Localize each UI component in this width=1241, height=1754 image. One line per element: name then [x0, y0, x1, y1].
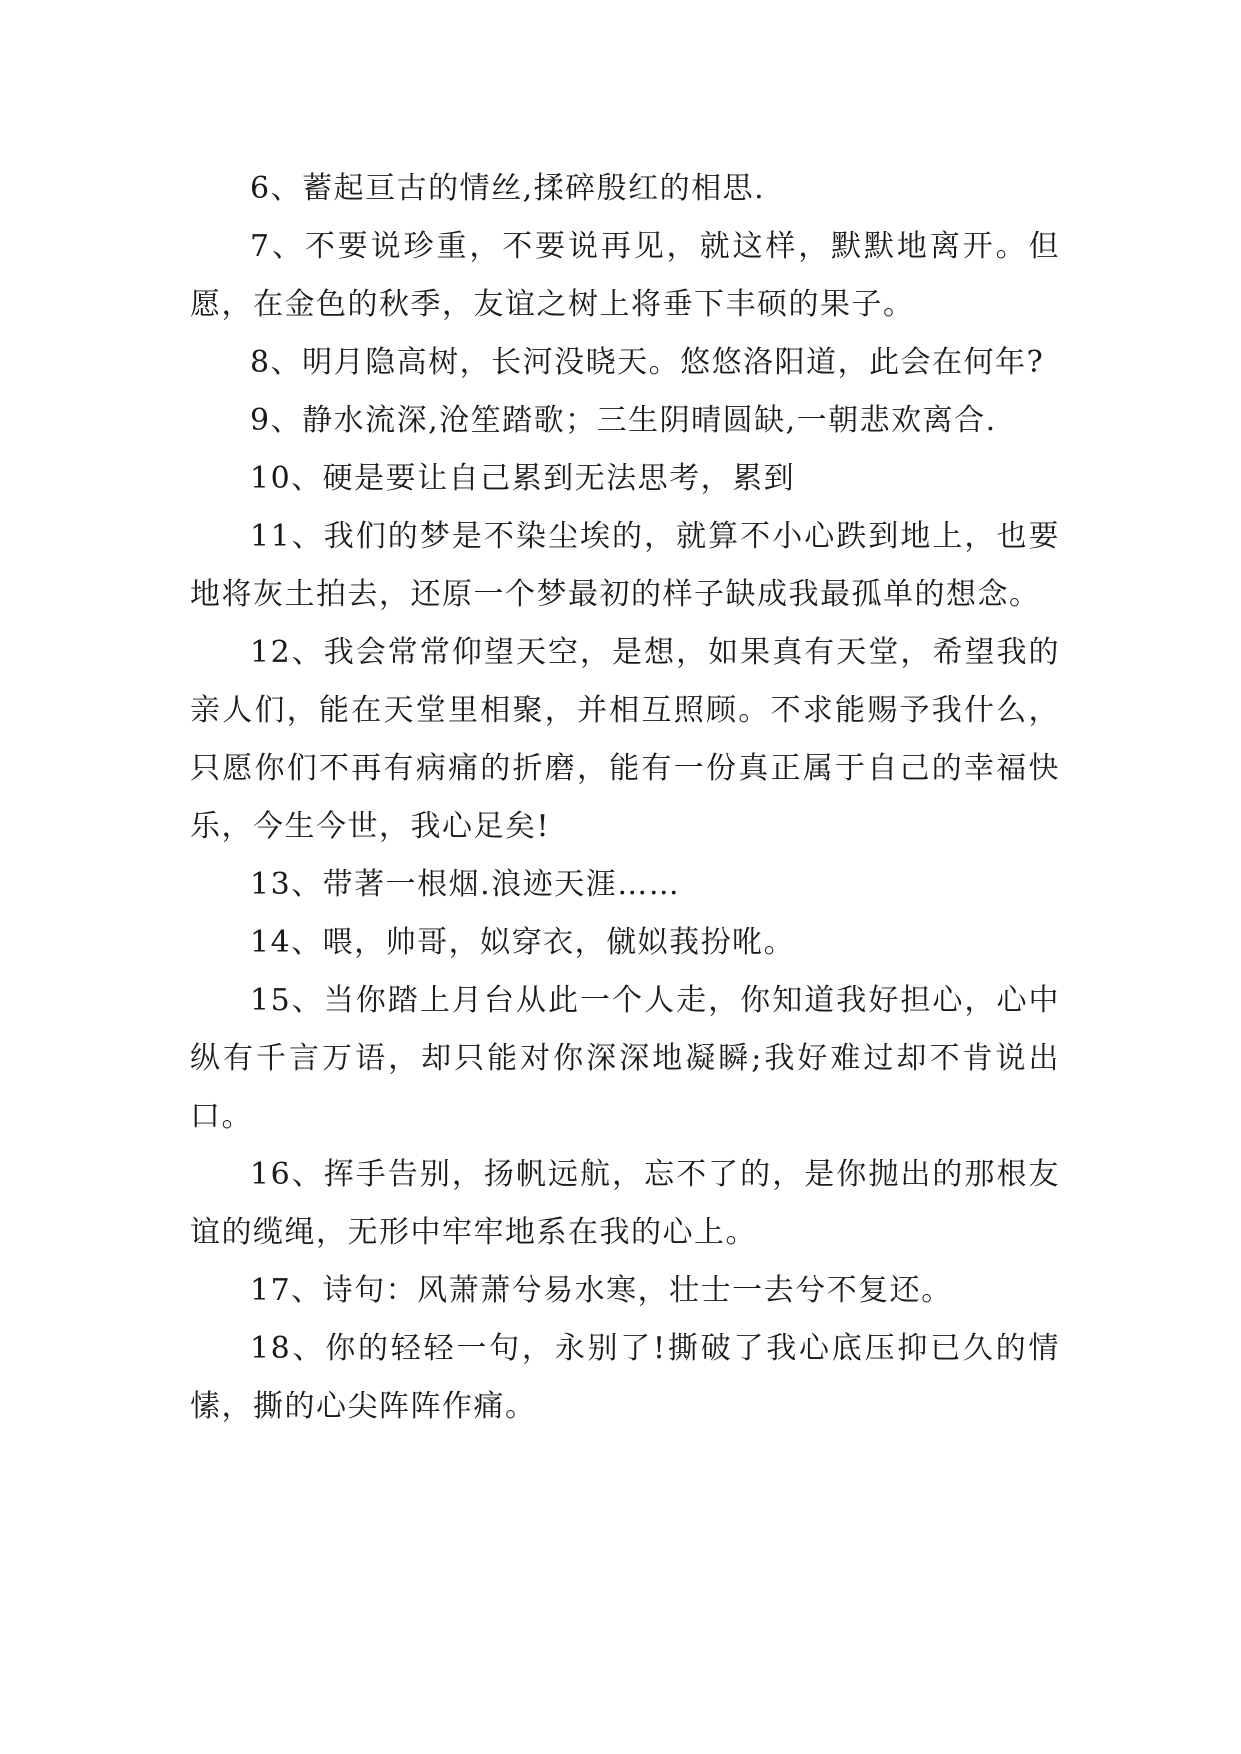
paragraph-6: 6、蓄起亘古的情丝,揉碎殷红的相思. [250, 171, 766, 206]
paragraph-10: 10、硬是要让自己累到无法思考，累到 [250, 461, 796, 496]
paragraph-18: 18、你的轻轻一句，永别了!撕破了我心底压抑已久的情愫，撕的心尖阵阵作痛。 [190, 1331, 1060, 1424]
paragraph-14: 14、喂，帅哥，姒穿衣，僦姒莪扮吪。 [250, 925, 796, 960]
paragraph-7: 7、不要说珍重，不要说再见，就这样，默默地离开。但愿，在金色的秋季，友谊之树上将垂下丰硕的果子。 [190, 229, 1060, 322]
paragraph-17: 17、诗句：风萧萧兮易水寒，壮士一去兮不复还。 [250, 1273, 953, 1308]
paragraph-12: 12、我会常常仰望天空，是想，如果真有天堂，希望我的亲人们，能在天堂里相聚，并相互照顾。不求能赐予我什么，只愿你们不再有病痛的折磨，能有一份真正属于自己的幸福快乐，今生今世，我心足矣! [190, 635, 1060, 844]
paragraph-16: 16、挥手告别，扬帆远航，忘不了的，是你抛出的那根友谊的缆绳，无形中牢牢地系在我的心上。 [190, 1157, 1060, 1250]
document-body [190, 160, 1060, 1436]
paragraph-8: 8、明月隐高树，长河没晓天。悠悠洛阳道，此会在何年? [250, 345, 1045, 380]
paragraph-13: 13、带著一根烟.浪迹天涯…… [250, 867, 681, 902]
paragraph-11: 11、我们的梦是不染尘埃的，就算不小心跌到地上，也要地将灰土拍去，还原一个梦最初的样子缺成我最孤单的想念。 [190, 519, 1060, 612]
paragraph-15: 15、当你踏上月台从此一个人走，你知道我好担心，心中纵有千言万语，却只能对你深深地凝瞬;我好难过却不肯说出口。 [190, 983, 1060, 1134]
paragraph-9: 9、静水流深,沧笙踏歌；三生阴晴圆缺,一朝悲欢离合. [250, 403, 997, 438]
